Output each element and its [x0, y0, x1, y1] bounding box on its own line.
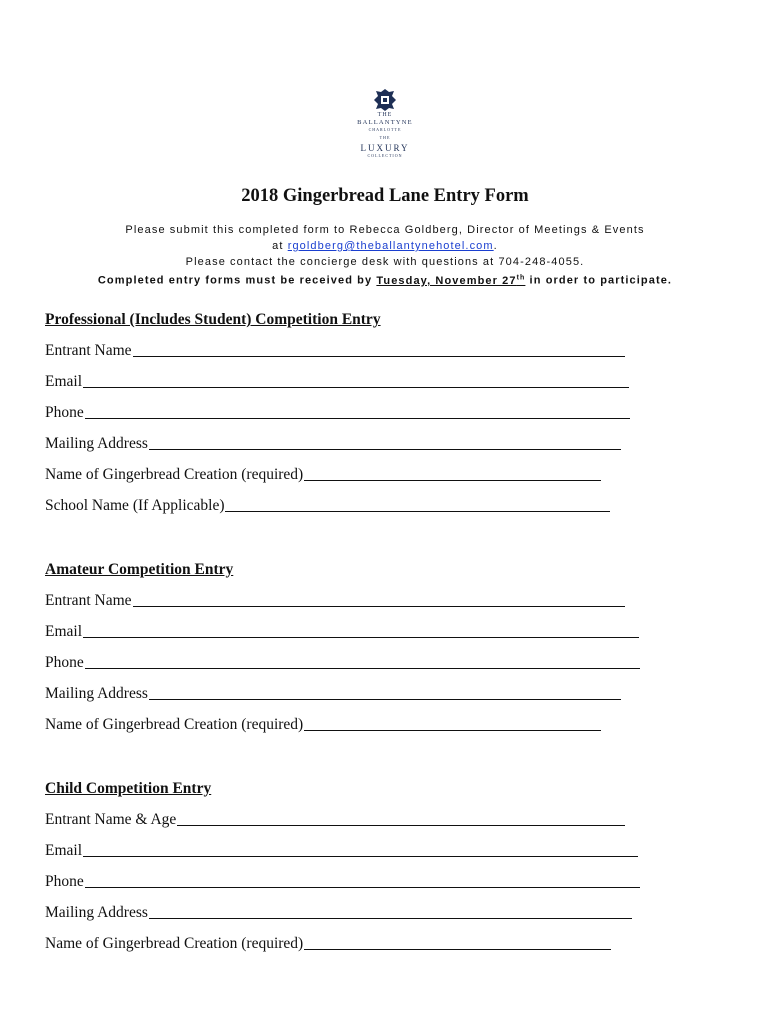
deadline-line — [60, 270, 710, 289]
creation-name-input[interactable] — [304, 465, 601, 481]
professional-creation-name-field — [45, 465, 665, 485]
school-name-input[interactable] — [225, 496, 610, 512]
field-label: Entrant Name — [45, 592, 132, 609]
email-input[interactable] — [83, 841, 638, 857]
creation-name-input[interactable] — [304, 934, 611, 950]
field-label: Entrant Name — [45, 342, 132, 359]
field-label: Name of Gingerbread Creation (required) — [45, 935, 304, 952]
crest-icon — [370, 88, 400, 112]
logo-line-collection: COLLECTION — [367, 153, 403, 158]
intro-period: . — [493, 240, 498, 252]
child-email-field — [45, 841, 665, 861]
deadline-date: Tuesday, November 27 — [376, 274, 517, 287]
mailing-address-input[interactable] — [149, 903, 632, 919]
child-mailing-address-field — [45, 903, 665, 923]
field-label: Mailing Address — [45, 904, 148, 921]
field-label: Phone — [45, 873, 84, 890]
deadline-sup: th — [516, 274, 526, 281]
field-label: Phone — [45, 404, 84, 421]
mailing-address-input[interactable] — [149, 434, 621, 450]
field-label: Mailing Address — [45, 685, 148, 702]
field-label: Email — [45, 623, 83, 640]
email-link[interactable]: rgoldberg@theballantynehotel.com — [287, 240, 494, 252]
field-label: Mailing Address — [45, 435, 148, 452]
field-label: Name of Gingerbread Creation (required) — [45, 466, 304, 483]
logo-line-charlotte: CHARLOTTE — [368, 127, 402, 132]
field-label: School Name (If Applicable) — [45, 497, 225, 514]
creation-name-input[interactable] — [304, 715, 601, 731]
professional-mailing-address-field — [45, 434, 665, 454]
professional-phone-field — [45, 403, 665, 423]
child-creation-name-field — [45, 934, 665, 954]
logo-line-the-2: THE — [379, 135, 391, 140]
entrant-name-input[interactable] — [133, 341, 625, 357]
field-label: Phone — [45, 654, 84, 671]
mailing-address-input[interactable] — [149, 684, 621, 700]
child-phone-field — [45, 872, 665, 892]
amateur-phone-field — [45, 653, 665, 673]
intro-line-1: Please submit this completed form to Rebecca Goldberg, Director of Meetings & Events — [125, 224, 645, 236]
professional-school-name-field — [45, 496, 665, 516]
amateur-entrant-name-field — [45, 591, 665, 611]
entrant-name-age-input[interactable] — [177, 810, 625, 826]
intro-line-3: Please contact the concierge desk with questions at 704-248-4055. — [185, 256, 585, 268]
professional-entrant-name-field — [45, 341, 665, 361]
phone-input[interactable] — [85, 872, 640, 888]
deadline-pre: Completed entry forms must be received by — [97, 274, 377, 287]
amateur-section — [45, 560, 665, 735]
logo-line-the: THE — [377, 112, 393, 118]
professional-section — [45, 310, 665, 516]
child-section — [45, 779, 665, 954]
field-label: Name of Gingerbread Creation (required) — [45, 716, 304, 733]
page-title: 2018 Gingerbread Lane Entry Form — [241, 186, 529, 206]
field-label: Email — [45, 842, 83, 859]
email-input[interactable] — [83, 622, 639, 638]
intro-at: at — [272, 240, 288, 252]
professional-email-field — [45, 372, 665, 392]
logo-line-luxury: LUXURY — [360, 143, 410, 153]
entrant-name-input[interactable] — [133, 591, 625, 607]
email-input[interactable] — [83, 372, 629, 388]
amateur-creation-name-field — [45, 715, 665, 735]
field-label: Email — [45, 373, 83, 390]
child-heading: Child Competition Entry — [45, 780, 212, 797]
child-entrant-name-age-field — [45, 810, 665, 830]
intro-block — [60, 222, 710, 289]
logo-line-ballantyne: BALLANTYNE — [357, 119, 413, 126]
ballantyne-logo — [345, 88, 425, 178]
phone-input[interactable] — [85, 653, 640, 669]
amateur-email-field — [45, 622, 665, 642]
amateur-heading: Amateur Competition Entry — [45, 561, 234, 578]
deadline-post: in order to participate. — [525, 274, 673, 287]
intro-line-2 — [60, 238, 710, 254]
field-label: Entrant Name & Age — [45, 811, 177, 828]
professional-heading: Professional (Includes Student) Competition Entry — [45, 311, 381, 328]
amateur-mailing-address-field — [45, 684, 665, 704]
phone-input[interactable] — [85, 403, 630, 419]
